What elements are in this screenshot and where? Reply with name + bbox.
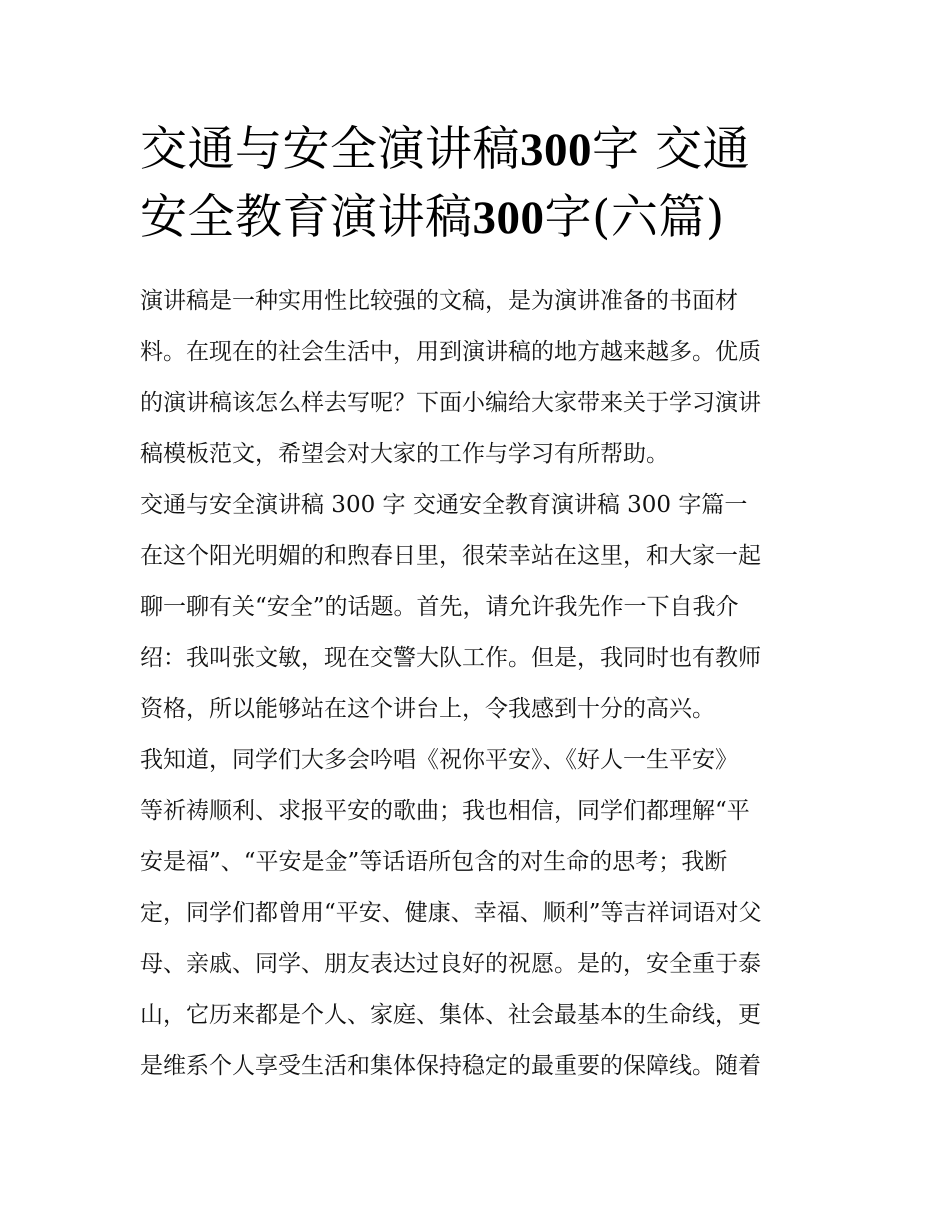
intro-line: 的演讲稿该怎么样去写呢？下面小编给大家带来关于学习演讲 (140, 390, 761, 416)
body-line: 在这个阳光明媚的和煦春日里，很荣幸站在这里，和大家一起 (140, 543, 761, 569)
title-line-2-number: 300 (472, 192, 545, 244)
title-line-1-number: 300 (520, 124, 592, 176)
section-heading: 交通与安全演讲稿 300 字 交通安全教育演讲稿 300 字篇一 (140, 492, 748, 518)
body-line: 等祈祷顺利、求报平安的歌曲；我也相信，同学们都理解“平 (140, 798, 750, 824)
intro-line: 稿模板范文，希望会对大家的工作与学习有所帮助。 (140, 441, 669, 467)
body-line: 定，同学们都曾用“平安、健康、幸福、顺利”等吉祥词语对父 (140, 900, 762, 926)
title-line-2-part-b: 字(六篇) (544, 190, 725, 245)
body-line: 是维系个人享受生活和集体保持稳定的最重要的保障线。随着 (140, 1053, 761, 1079)
title-line-1 (140, 116, 820, 184)
document-body (140, 276, 830, 1092)
body-line: 山，它历来都是个人、家庭、集体、社会最基本的生命线，更 (140, 1002, 761, 1028)
body-line: 聊一聊有关“安全”的话题。首先，请允许我先作一下自我介 (140, 594, 739, 620)
document-title (140, 116, 820, 252)
intro-line: 演讲稿是一种实用性比较强的文稿，是为演讲准备的书面材 (140, 288, 738, 314)
title-line-2 (140, 184, 820, 252)
body-line: 我知道，同学们大多会吟唱《祝你平安》、《好人一生平安》 (140, 747, 738, 773)
body-line: 安是福”、“平安是金”等话语所包含的对生命的思考；我断 (140, 849, 728, 875)
body-line: 资格，所以能够站在这个讲台上，令我感到十分的高兴。 (140, 696, 715, 722)
title-line-1-part-a: 交通与安全演讲稿 (140, 122, 520, 177)
body-line: 绍：我叫张文敏，现在交警大队工作。但是，我同时也有教师 (140, 645, 761, 671)
title-line-1-part-b: 字 交通 (592, 122, 750, 177)
body-line: 母、亲戚、同学、朋友表达过良好的祝愿。是的，安全重于泰 (140, 951, 761, 977)
intro-line: 料。在现在的社会生活中，用到演讲稿的地方越来越多。优质 (140, 339, 761, 365)
title-line-2-part-a: 安全教育演讲稿 (140, 190, 473, 245)
